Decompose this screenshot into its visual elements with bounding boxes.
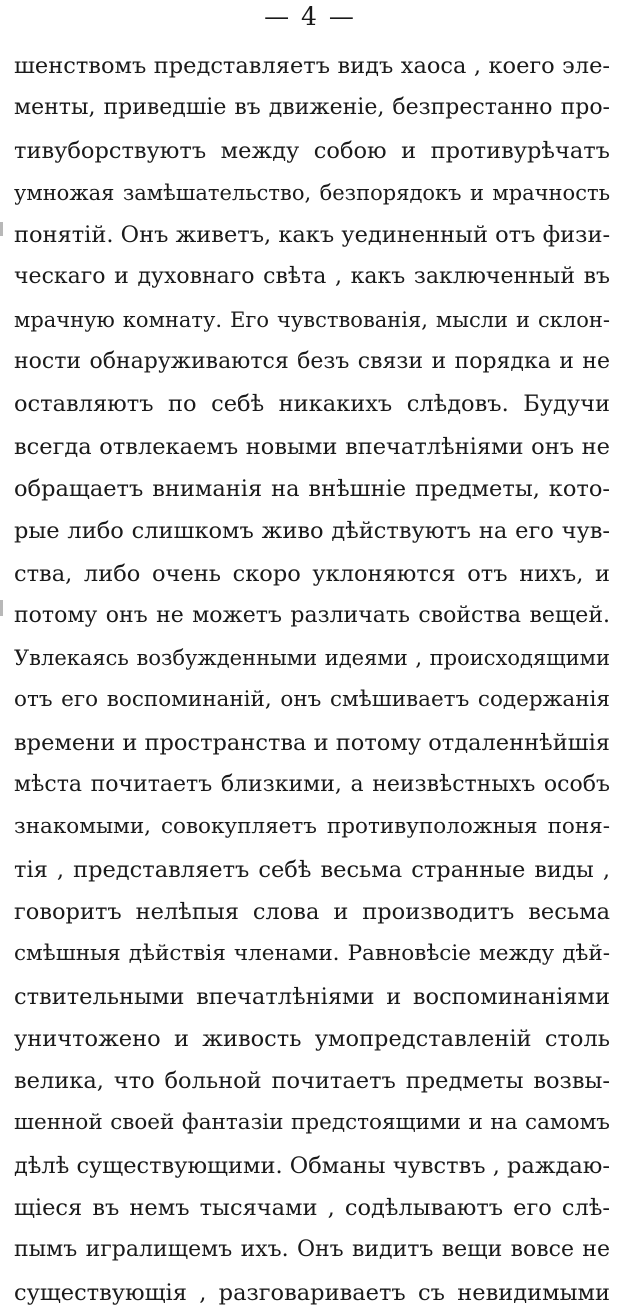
text-line: умножая замѣшательство, безпорядокъ и мрачность: [14, 180, 610, 205]
text-line: обращаетъ вниманія на внѣшніе предметы, кото-: [14, 475, 610, 502]
text-line: щіеся въ немъ тысячами , содѣлываютъ его слѣ-: [14, 1195, 610, 1222]
text-line: мѣста почитаетъ близкими, а неизвѣстныхъ особъ: [14, 772, 610, 798]
text-line: тивуборствуютъ между собою и противурѣчатъ: [14, 137, 610, 164]
text-line: существующія , разговариваетъ съ невидимыми: [14, 1279, 610, 1306]
text-line: Увлекаясь возбужденными идеями , происходящими: [14, 646, 610, 671]
text-line: ствительными впечатлѣніями и воспоминаніями: [14, 983, 610, 1010]
text-line: уничтожено и живость умопредставленій столь: [14, 1025, 610, 1052]
text-line: ства, либо очень скоро уклоняются отъ нихъ, и: [14, 560, 610, 587]
text-line: велика, что больной почитаетъ предметы возвы-: [14, 1068, 610, 1095]
text-line: мрачную комнату. Его чувствованія, мысли и склон-: [14, 307, 610, 332]
text-line: оставляютъ по себѣ никакихъ слѣдовъ. Будучи: [14, 391, 610, 418]
text-line: тія , представляетъ себѣ весьма странные виды ,: [14, 856, 610, 883]
page-number: — 4 —: [264, 2, 356, 31]
text-line: всегда отвлекаемъ новыми впечатлѣніями онъ не: [14, 433, 610, 460]
text-line: понятій. Онъ живетъ, какъ уединенный отъ физи-: [14, 222, 610, 249]
text-line: ности обнаруживаются безъ связи и порядка и не: [14, 349, 610, 375]
text-line: дѣлѣ существующими. Обманы чувствъ , раждаю-: [14, 1152, 610, 1179]
text-line: говоритъ нелѣпыя слова и производитъ весьма: [14, 898, 610, 925]
body-text: [14, 45, 610, 1314]
text-line: времени и пространства и потому отдаленнѣйшія: [14, 729, 610, 756]
text-line: шенной своей фантазіи предстоящими и на самомъ: [14, 1110, 610, 1136]
text-line: рые либо слишкомъ живо дѣйствуютъ на его чув-: [14, 518, 610, 545]
text-line: отъ его воспоминаній, онъ смѣшиваетъ содержанія: [14, 687, 610, 713]
margin-mark: [0, 222, 3, 236]
text-line: менты, приведшіе въ движеніе, безпрестанно про-: [14, 95, 610, 121]
margin-mark: [0, 600, 3, 616]
text-line: ческаго и духовнаго свѣта , какъ заключенный въ: [14, 264, 610, 290]
text-line: пымъ игралищемъ ихъ. Онъ видитъ вещи вовсе не: [14, 1237, 610, 1263]
text-line: шенствомъ представляетъ видъ хаоса , коего эле-: [14, 53, 610, 79]
text-line: знакомыми, совокупляетъ противуположныя поня-: [14, 814, 610, 840]
text-line: смѣшныя дѣйствія членами. Равновѣсіе между дѣй-: [14, 941, 610, 967]
text-line: потому онъ не можетъ различать свойства вещей.: [14, 602, 610, 628]
